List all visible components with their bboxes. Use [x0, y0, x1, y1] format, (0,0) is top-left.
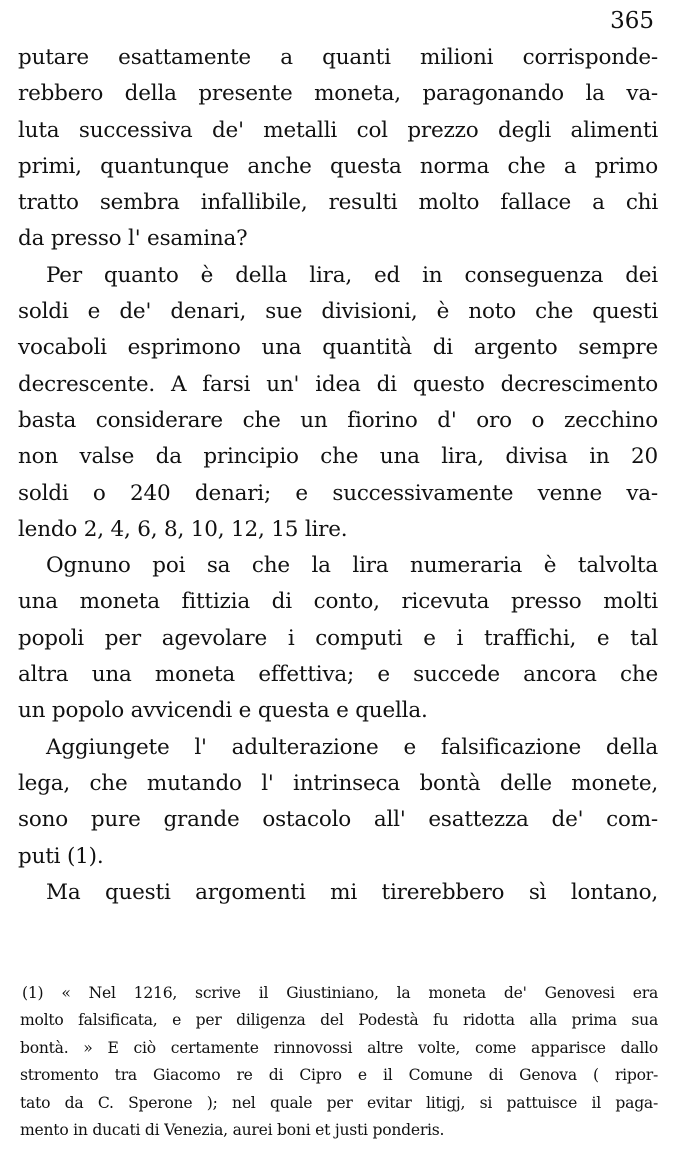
footnote [20, 980, 658, 1144]
text-line: una moneta fittizia di conto, ricevuta presso molti [18, 589, 658, 615]
text-line: lendo 2, 4, 6, 8, 10, 12, 15 lire. [18, 516, 348, 542]
text-line: tratto sembra infallibile, resulti molto fallace a chi [18, 190, 658, 216]
text-line: soldi o 240 denari; e successivamente venne va- [18, 480, 658, 506]
footnote-line: (1) « Nel 1216, scrive il Giustiniano, la moneta de' Genovesi era [22, 984, 658, 1002]
footnote-line: tato da C. Sperone ); nel quale per evitar litigj, si pattuisce il paga- [20, 1093, 658, 1112]
footnote-line: mento in ducati di Venezia, aurei boni et justi ponderis. [20, 1121, 445, 1140]
footnote-line: stromento tra Giacomo re di Cipro e il Comune di Genova ( ripor- [20, 1066, 658, 1085]
text-line: un popolo avvicendi e questa e quella. [18, 698, 428, 724]
text-line: altra una moneta effettiva; e succede ancora che [18, 662, 658, 688]
text-line: luta successiva de' metalli col prezzo degli alimenti [18, 117, 658, 143]
text-line: puti (1). [18, 843, 104, 869]
text-line: lega, che mutando l' intrinseca bontà delle monete, [18, 770, 658, 796]
text-line: sono pure grande ostacolo all' esattezza de' com- [18, 807, 658, 833]
text-line: Ognuno poi sa che la lira numeraria è talvolta [46, 553, 658, 579]
text-line: basta considerare che un fiorino d' oro o zecchino [18, 407, 658, 433]
text-line: soldi e de' denari, sue divisioni, è noto che questi [18, 299, 658, 325]
text-line: Ma questi argomenti mi tirerebbero sì lontano, [46, 879, 658, 905]
page-number: 365 [610, 8, 654, 34]
footnote-line: molto falsificata, e per diligenza del Podestà fu ridotta alla prima sua [20, 1011, 658, 1030]
text-line: putare esattamente a quanti milioni corrisponde- [18, 45, 658, 70]
text-line: popoli per agevolare i computi e i traffichi, e tal [18, 625, 658, 651]
text-line: decrescente. A farsi un' idea di questo decrescimento [18, 371, 658, 397]
text-line: da presso l' esamina? [18, 226, 248, 252]
text-line: Per quanto è della lira, ed in conseguenza dei [46, 262, 658, 288]
text-line: Aggiungete l' adulterazione e falsificazione della [46, 734, 658, 760]
text-line: primi, quantunque anche questa norma che a primo [18, 153, 658, 179]
text-line: rebbero della presente moneta, paragonando la va- [18, 81, 658, 107]
footnote-line: bontà. » E ciò certamente rinnovossi altre volte, come apparisce dallo [20, 1038, 658, 1057]
text-line: vocaboli esprimono una quantità di argento sempre [18, 335, 658, 361]
text-line: non valse da principio che una lira, divisa in 20 [18, 444, 658, 470]
main-text [18, 40, 658, 911]
